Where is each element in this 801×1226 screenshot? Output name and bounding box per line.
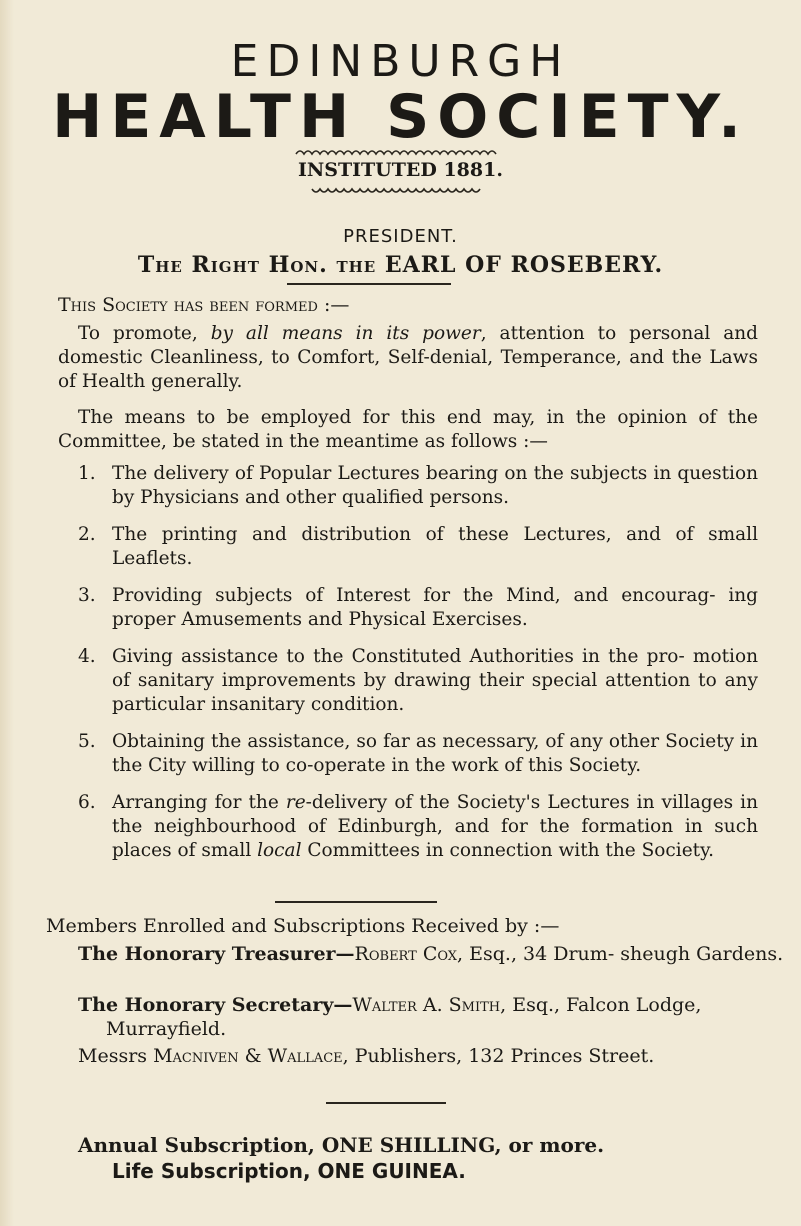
list-item: [78, 523, 758, 571]
list-item: [78, 791, 758, 863]
secretary-address: , Esq., Falcon Lodge, Murrayfield.: [106, 994, 702, 1040]
list-item-text: The delivery of Popular Lectures bearing on the subjects in question by Physicians and other qualified persons.: [112, 463, 758, 508]
page-edge-shadow: [0, 0, 14, 1226]
divider-rule: [275, 901, 437, 903]
list-item: [78, 584, 758, 632]
item6-text-a: Arranging for the: [112, 792, 286, 813]
treasurer-entry: [78, 942, 796, 966]
bottom-ornament-wave: [0, 186, 801, 196]
top-ornament-wave: [0, 147, 801, 157]
purpose-rest: , attention to personal and domestic Cleanliness, to Comfort, Self-denial, Temperance, and the Laws of Health generally.: [58, 323, 758, 392]
item6-re-emphasis: re: [285, 792, 306, 813]
secretary-entry: [78, 993, 796, 1041]
item6-local-emphasis: local: [257, 840, 302, 861]
publishers-prefix: Messrs: [78, 1045, 154, 1067]
list-item-number: 3.: [78, 585, 96, 606]
list-item-text: Obtaining the assistance, so far as necessary, of any other Society in the City willing to co-operate in the work of this Society.: [112, 731, 758, 776]
annual-subscription: Annual Subscription, ONE SHILLING, or more.: [78, 1133, 605, 1157]
list-item-number: 5.: [78, 731, 96, 752]
purpose-paragraph: [58, 322, 758, 394]
list-item-text: The printing and distribution of these Lectures, and of small Leaflets.: [112, 524, 758, 569]
divider-rule: [287, 283, 451, 285]
president-label: PRESIDENT.: [343, 226, 458, 247]
intro-line: This Society has been formed :—: [58, 294, 350, 316]
list-item: [78, 462, 758, 510]
list-item: [78, 730, 758, 778]
instituted-line: INSTITUTED 1881.: [298, 159, 503, 181]
secretary-name: Walter A. Smith: [352, 994, 501, 1016]
means-intro-paragraph: The means to be employed for this end may, in the opinion of the Committee, be stated in the meantime as follows :—: [58, 407, 758, 452]
purpose-emphasis: by all means in its power: [210, 323, 481, 344]
means-list: [78, 462, 758, 876]
city-heading: EDINBURGH: [230, 36, 571, 87]
item6-text-c: Committees in connection with the Society.: [301, 840, 714, 861]
list-item: [78, 645, 758, 717]
list-item-text: Giving assistance to the Constituted Authorities in the pro- motion of sanitary improvements by drawing their special attention to any particular insanitary condition.: [112, 646, 758, 715]
society-title: HEALTH SOCIETY.: [52, 82, 749, 152]
purpose-prefix: To promote,: [78, 323, 211, 344]
treasurer-role: The Honorary Treasurer—: [78, 943, 355, 965]
list-item-number: 1.: [78, 463, 96, 484]
list-item-number: 6.: [78, 792, 96, 813]
publishers-entry: [78, 1044, 796, 1068]
president-name: The Right Hon. the EARL OF ROSEBERY.: [137, 252, 664, 278]
publishers-name: Macniven & Wallace: [153, 1045, 343, 1067]
treasurer-address: , Esq., 34 Drum- sheugh Gardens.: [457, 943, 784, 965]
secretary-role: The Honorary Secretary—: [78, 994, 353, 1016]
list-item-text: Providing subjects of Interest for the Mind, and encourag- ing proper Amusements and Physical Exercises.: [112, 585, 758, 630]
divider-rule: [326, 1102, 446, 1104]
list-item-number: 2.: [78, 524, 96, 545]
members-intro: Members Enrolled and Subscriptions Received by :—: [46, 915, 560, 937]
list-item-number: 4.: [78, 646, 96, 667]
treasurer-name: Robert Cox: [354, 943, 458, 965]
life-subscription: Life Subscription, ONE GUINEA.: [112, 1159, 466, 1183]
item6-text-b: -delivery of the Society's Lectures in villages in the neighbourhood of Edinburgh, and for the formation in such places of small: [112, 792, 758, 861]
publishers-address: , Publishers, 132 Princes Street.: [342, 1045, 655, 1067]
